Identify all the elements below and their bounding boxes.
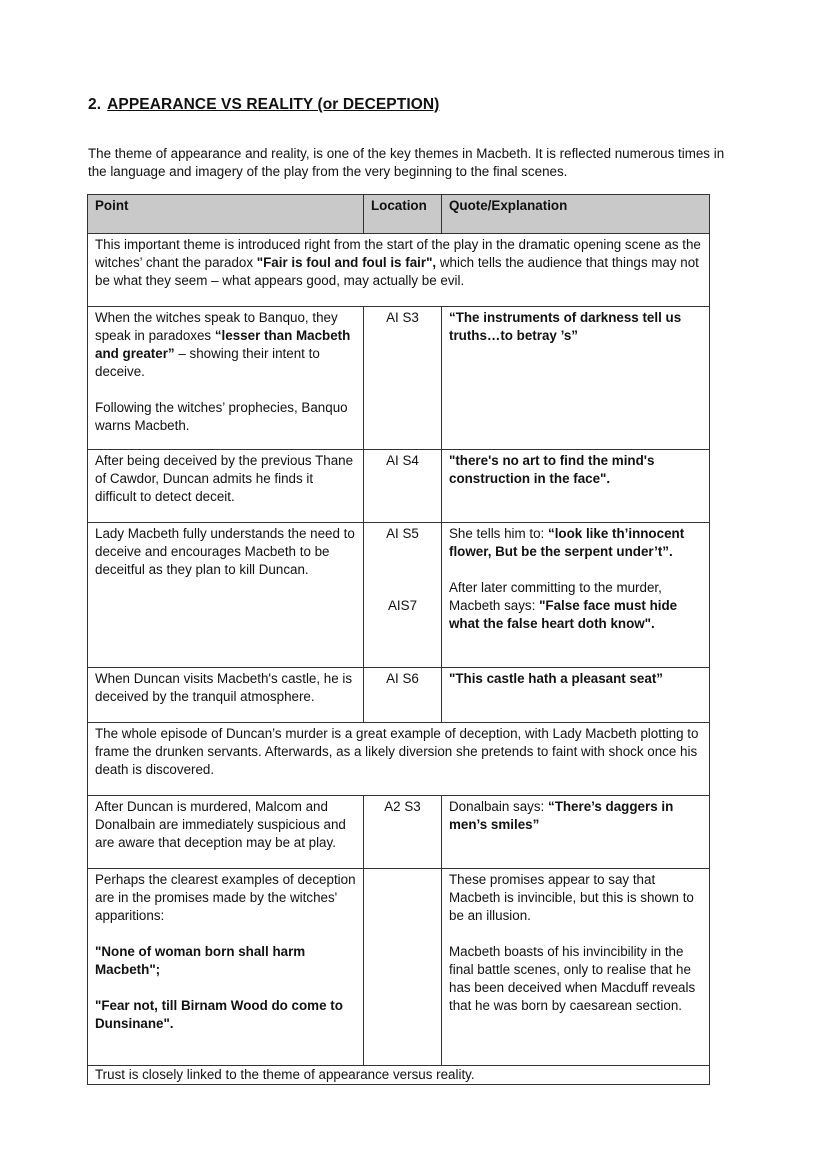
header-quote: Quote/Explanation [442, 195, 710, 234]
point-cell: Perhaps the clearest examples of deception are in the promises made by the witches' apparitions: "None of woman born shall harm Macbeth"; "Fear not, till Birnam Wood do come to Dunsinane". [88, 869, 364, 1066]
table-row [88, 1066, 710, 1085]
table-row [88, 523, 710, 668]
location-cell: A2 S3 [364, 796, 442, 869]
table-row [88, 796, 710, 869]
point-cell: After being deceived by the previous Thane of Cawdor, Duncan admits he finds it difficult to detect deceit. [88, 450, 364, 523]
quote-cell: These promises appear to say that Macbeth is invincible, but this is shown to be an illusion. Macbeth boasts of his invincibility in the final battle scenes, only to realise that he has been deceived when Macduff reveals that he was born by caesarean section. [442, 869, 710, 1066]
table-row [88, 307, 710, 450]
quote-cell: “The instruments of darkness tell us truths…to betray ’s” [442, 307, 710, 450]
quote-cell: "This castle hath a pleasant seat” [442, 668, 710, 723]
location-cell: AI S4 [364, 450, 442, 523]
header-location: Location [364, 195, 442, 234]
section-heading [88, 96, 439, 114]
full-width-cell: Trust is closely linked to the theme of appearance versus reality. [88, 1066, 710, 1085]
location-cell: AI S6 [364, 668, 442, 723]
quote-cell: Donalbain says: “There’s daggers in men’s smiles” [442, 796, 710, 869]
location-cell: AI S5 AIS7 [364, 523, 442, 668]
full-width-cell: This important theme is introduced right from the start of the play in the dramatic opening scene as the witches’ chant the paradox "Fair is foul and foul is fair", which tells the audience that things may not be what they seem – what appears good, may actually be evil. [88, 234, 710, 307]
point-cell: Lady Macbeth fully understands the need to deceive and encourages Macbeth to be deceitful as they plan to kill Duncan. [88, 523, 364, 668]
header-point: Point [88, 195, 364, 234]
table-header-row [88, 195, 710, 234]
table-row [88, 234, 710, 307]
table-row [88, 668, 710, 723]
location-cell: AI S3 [364, 307, 442, 450]
point-cell: When Duncan visits Macbeth's castle, he is deceived by the tranquil atmosphere. [88, 668, 364, 723]
location-cell [364, 869, 442, 1066]
point-cell: When the witches speak to Banquo, they speak in paradoxes “lesser than Macbeth and greater” – showing their intent to deceive. Following the witches’ prophecies, Banquo warns Macbeth. [88, 307, 364, 450]
point-cell: After Duncan is murdered, Malcom and Donalbain are immediately suspicious and are aware that deception may be at play. [88, 796, 364, 869]
table-row [88, 869, 710, 1066]
section-title: APPEARANCE VS REALITY (or DECEPTION) [107, 96, 440, 113]
table-row [88, 450, 710, 523]
quote-cell: She tells him to: “look like th’innocent flower, But be the serpent under’t”. After later committing to the murder, Macbeth says: "False face must hide what the false heart doth know". [442, 523, 710, 668]
section-number: 2. [88, 96, 102, 113]
table-row [88, 723, 710, 796]
quote-cell: "there's no art to find the mind's construction in the face". [442, 450, 710, 523]
full-width-cell: The whole episode of Duncan’s murder is a great example of deception, with Lady Macbeth plotting to frame the drunken servants. Afterwards, as a likely diversion she pretends to faint with shock once his death is discovered. [88, 723, 710, 796]
intro-paragraph: The theme of appearance and reality, is one of the key themes in Macbeth. It is reflected numerous times in the language and imagery of the play from the very beginning to the final scenes. [88, 146, 725, 179]
theme-table [87, 194, 710, 1085]
